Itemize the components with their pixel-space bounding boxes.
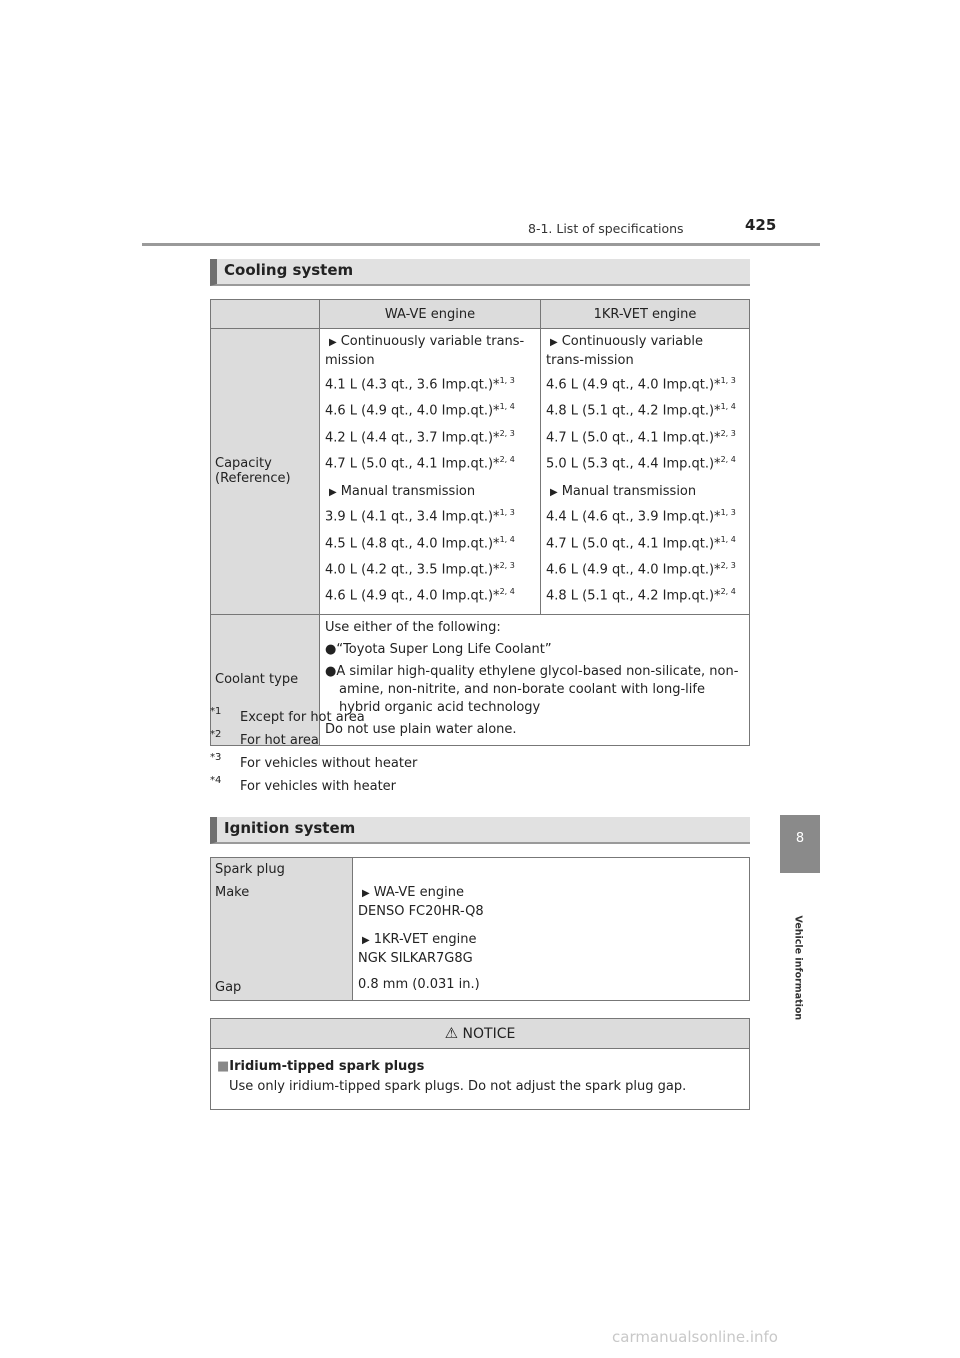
ignition-spec-table	[210, 857, 750, 1001]
notice-title: NOTICE	[462, 1026, 516, 1042]
triangle-right-icon: ▶	[362, 935, 370, 946]
running-header: 8-1. List of specifications	[528, 221, 684, 236]
coolant-option-2: A similar high-quality ethylene glycol-based non-silicate, non-amine, non-nitrite, and non-borate coolant with long-life hybrid organic acid technology	[336, 663, 739, 715]
capacity-value: 4.6 L (4.9 qt., 4.0 Imp.qt.)*$^{1, 4}$	[325, 402, 515, 419]
notice-text: Use only iridium-tipped spark plugs. Do not adjust the spark plug gap.	[229, 1079, 687, 1094]
capacity-value: 4.4 L (4.6 qt., 3.9 Imp.qt.)*$^{1, 3}$	[546, 508, 736, 525]
coolant-type-label: Coolant type	[211, 614, 320, 745]
coolant-option-1: “Toyota Super Long Life Coolant”	[336, 641, 552, 657]
cooling-spec-table	[210, 299, 750, 746]
triangle-right-icon: ▶	[329, 337, 337, 348]
bullet-icon: ●	[325, 641, 337, 657]
coolant-note: Do not use plain water alone.	[325, 721, 517, 737]
capacity-value: 4.8 L (5.1 qt., 4.2 Imp.qt.)*$^{2, 4}$	[546, 587, 736, 604]
ignition-labels	[211, 858, 353, 1001]
wa-mt-values	[325, 504, 535, 605]
cooling-system-heading: Cooling system	[210, 259, 750, 286]
wa-engine-label: WA-VE engine	[373, 885, 464, 900]
chapter-tab-label: Vehicle information	[792, 915, 804, 1021]
make-label: Make	[215, 885, 250, 900]
footnote: *4 For vehicles with heater	[210, 775, 397, 794]
capacity-value: 4.0 L (4.2 qt., 3.5 Imp.qt.)*$^{2, 3}$	[325, 560, 515, 578]
coolant-type-cell	[320, 614, 750, 745]
notice-box	[210, 1018, 750, 1110]
col-1kr-vet: 1KR-VET engine	[541, 300, 750, 329]
gap-value: 0.8 mm (0.031 in.)	[358, 977, 480, 992]
capacity-value: 4.7 L (5.0 qt., 4.1 Imp.qt.)*$^{1, 4}$	[546, 534, 736, 551]
capacity-value: 4.6 L (4.9 qt., 4.0 Imp.qt.)*$^{1, 3}$	[546, 376, 736, 393]
col-wa-ve: WA-VE engine	[320, 300, 541, 329]
header-blank	[211, 300, 320, 329]
capacity-value: 4.8 L (5.1 qt., 4.2 Imp.qt.)*$^{1, 4}$	[546, 402, 736, 419]
capacity-value: 3.9 L (4.1 qt., 3.4 Imp.qt.)*$^{1, 3}$	[325, 508, 515, 525]
header-rule	[142, 243, 820, 246]
capacity-value: 5.0 L (5.3 qt., 4.4 Imp.qt.)*$^{2, 4}$	[546, 454, 736, 472]
capacity-value: 4.5 L (4.8 qt., 4.0 Imp.qt.)*$^{1, 4}$	[325, 534, 515, 551]
wa-spark-plug: DENSO FC20HR-Q8	[358, 904, 484, 919]
watermark-footer: carmanualsonline.info	[612, 1328, 778, 1346]
triangle-right-icon: ▶	[550, 487, 558, 499]
capacity-value: 4.2 L (4.4 qt., 3.7 Imp.qt.)*$^{2, 3}$	[325, 428, 515, 445]
triangle-right-icon: ▶	[329, 487, 337, 499]
notice-header	[211, 1019, 749, 1049]
kr-cvt-label: Continuously variable trans-mission	[546, 334, 704, 368]
kr-cvt-values	[546, 372, 744, 473]
kr-capacity-cell	[541, 329, 750, 615]
gap-label: Gap	[215, 980, 242, 995]
ignition-values	[353, 858, 750, 1001]
chapter-tab[interactable]: 8	[780, 815, 820, 873]
wa-capacity-cell	[320, 329, 541, 615]
kr-spark-plug: NGK SILKAR7G8G	[358, 951, 473, 966]
wa-cvt-label: Continuously variable trans-mission	[325, 334, 525, 368]
square-bullet-icon: ■	[217, 1059, 230, 1074]
kr-engine-label: 1KR-VET engine	[373, 932, 477, 947]
footnote: *1 Except for hot area	[210, 706, 365, 725]
capacity-value: 4.7 L (5.0 qt., 4.1 Imp.qt.)*$^{2, 4}$	[325, 454, 515, 472]
kr-mt-label: Manual transmission	[561, 484, 697, 500]
capacity-label: Capacity (Reference)	[211, 329, 320, 615]
capacity-value: 4.7 L (5.0 qt., 4.1 Imp.qt.)*$^{2, 3}$	[546, 428, 736, 445]
triangle-right-icon: ▶	[362, 888, 370, 899]
capacity-value: 4.6 L (4.9 qt., 4.0 Imp.qt.)*$^{2, 3}$	[546, 560, 736, 578]
wa-mt-label: Manual transmission	[340, 484, 476, 500]
spark-plug-label: Spark plug	[215, 862, 285, 877]
warning-icon: ⚠	[444, 1024, 459, 1042]
ignition-system-heading: Ignition system	[210, 817, 750, 844]
kr-mt-values	[546, 504, 744, 605]
footnote: *2 For hot area	[210, 729, 319, 748]
capacity-value: 4.1 L (4.3 qt., 3.6 Imp.qt.)*$^{1, 3}$	[325, 376, 515, 393]
notice-body	[211, 1049, 749, 1109]
page-number: 425	[745, 216, 777, 234]
coolant-intro: Use either of the following:	[325, 619, 501, 635]
capacity-value: 4.6 L (4.9 qt., 4.0 Imp.qt.)*$^{2, 4}$	[325, 587, 515, 604]
triangle-right-icon: ▶	[550, 337, 558, 348]
footnote: *3 For vehicles without heater	[210, 752, 418, 771]
bullet-icon: ●	[325, 663, 337, 679]
notice-heading: Iridium-tipped spark plugs	[229, 1059, 425, 1074]
wa-cvt-values	[325, 372, 535, 473]
